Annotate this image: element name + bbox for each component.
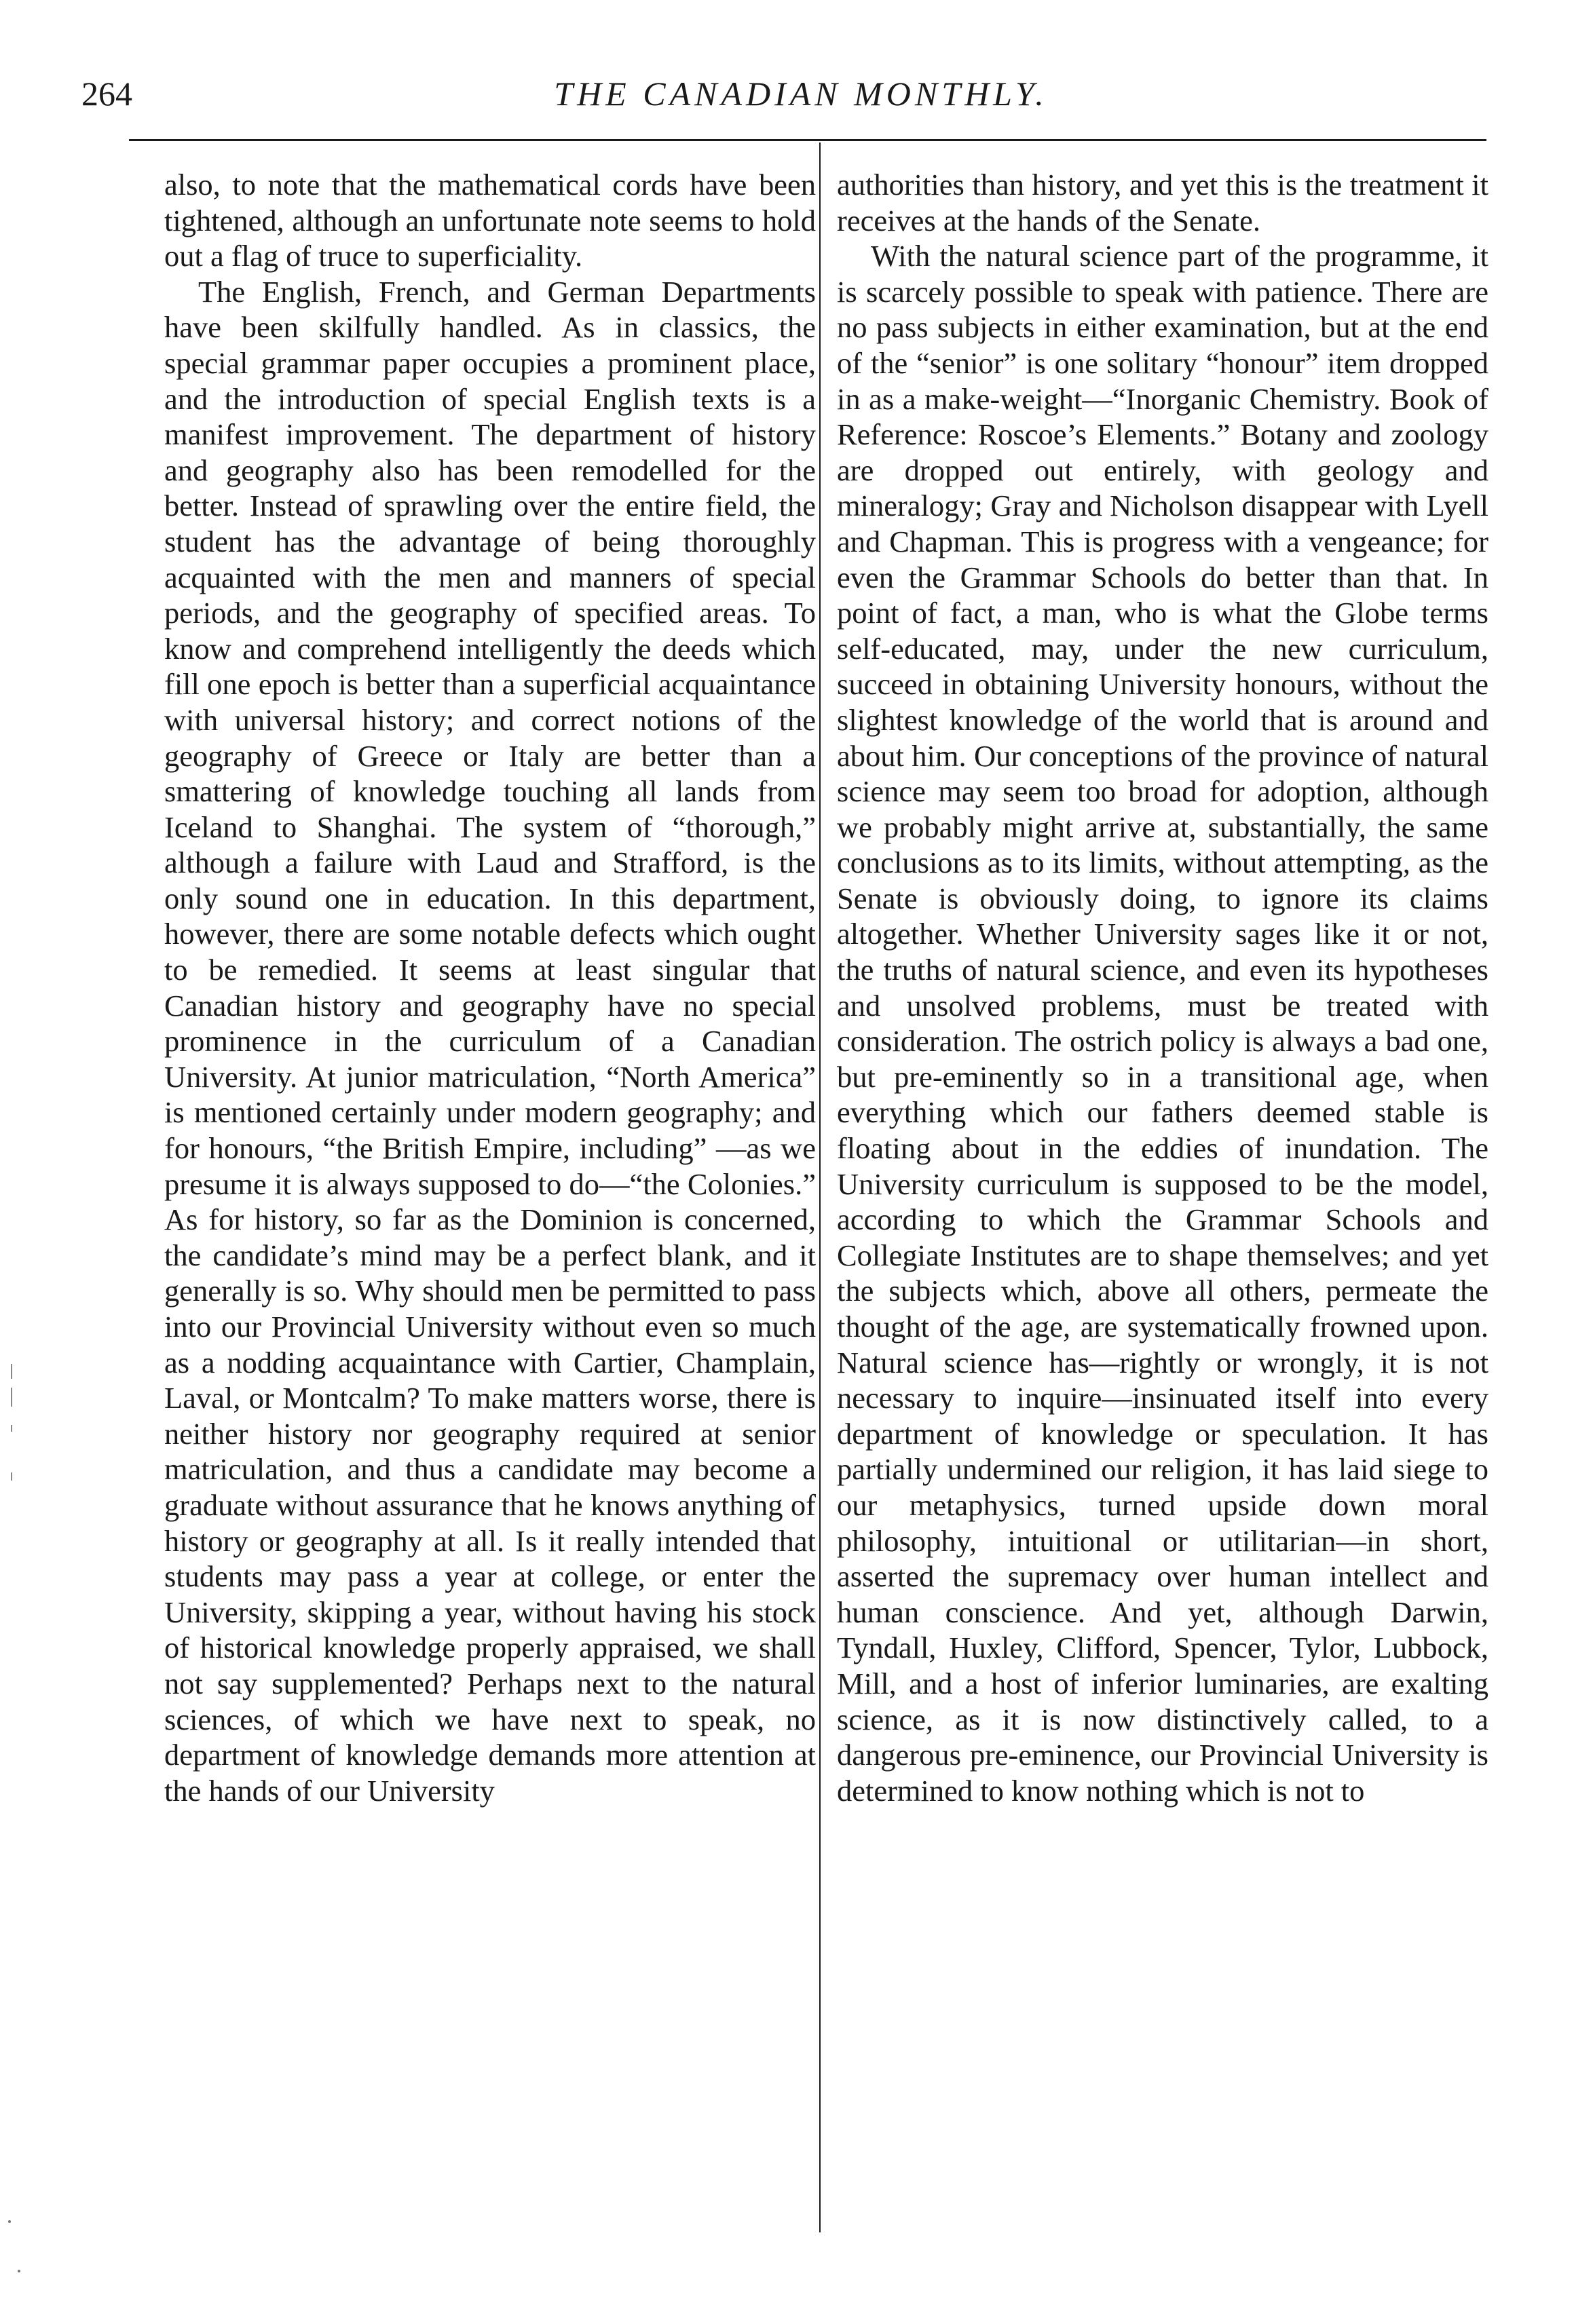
- column-divider: [819, 142, 821, 2232]
- running-head: THE CANADIAN MONTHLY.: [554, 75, 1048, 113]
- right-column: [837, 167, 1488, 1808]
- header-rule: [129, 139, 1486, 141]
- margin-dot: [8, 2220, 11, 2223]
- margin-mark: [11, 1388, 12, 1407]
- margin-mark: [11, 1425, 12, 1432]
- left-paragraph-2: The English, French, and German Departments have been skilfully handled. As in classics, the special grammar paper occupies a prominent place, and the introduction of special English texts is a manifest improvement. The department of history and geography also has been remodelled for the better. Instead of sprawling over the entire field, the student has the advantage of being thoroughly acquainted with the men and manners of special periods, and the geography of specified areas. To know and comprehend intelligently the deeds which fill one epoch is better than a superficial acquaintance with universal history; and correct notions of the geography of Greece or Italy are better than a smattering of knowledge touching all lands from Iceland to Shanghai. The system of “thorough,” although a failure with Laud and Strafford, is the only sound one in education. In this department, however, there are some notable defects which ought to be remedied. It seems at least singular that Canadian history and geography have no special prominence in the curriculum of a Canadian University. At junior matriculation, “North America” is mentioned certainly under modern geography; and for honours, “the British Empire, including” —as we presume it is always supposed to do—“the Colonies.” As for history, so far as the Dominion is concerned, the candidate’s mind may be a perfect blank, and it generally is so. Why should men be permitted to pass into our Provincial University without even so much as a nodding acquaintance with Cartier, Champlain, Laval, or Montcalm? To make matters worse, there is neither history nor geography required at senior matriculation, and thus a candidate may become a graduate without assurance that he knows anything of history or geography at all. Is it really intended that students may pass a year at college, or enter the University, skipping a year, without having his stock of historical knowledge properly appraised, we shall not say supplemented? Perhaps next to the natural sciences, of which we have next to speak, no department of knowledge demands more attention at the hands of our University: [164, 274, 816, 1808]
- left-column: [164, 167, 816, 1808]
- right-paragraph-2: With the natural science part of the programme, it is scarcely possible to speak with patience. There are no pass subjects in either examination, but at the end of the “senior” is one solitary “honour” item dropped in as a make-weight—“Inorganic Chemistry. Book of Reference: Roscoe’s Elements.” Botany and zoology are dropped out entirely, with geology and mineralogy; Gray and Nicholson disappear with Lyell and Chapman. This is progress with a vengeance; for even the Grammar Schools do better than that. In point of fact, a man, who is what the Globe terms self-educated, may, under the new curriculum, succeed in obtaining University honours, without the slightest knowledge of the world that is around and about him. Our conceptions of the province of natural science may seem too broad for adoption, although we probably might arrive at, substantially, the same conclusions as to its limits, without attempting, as the Senate is obviously doing, to ignore its claims altogether. Whether University sages like it or not, the truths of natural science, and even its hypotheses and unsolved problems, must be treated with consideration. The ostrich policy is always a bad one, but pre-eminently so in a transitional age, when everything which our fathers deemed stable is floating about in the eddies of inundation. The University curriculum is supposed to be the model, according to which the Grammar Schools and Collegiate Institutes are to shape themselves; and yet the subjects which, above all others, permeate the thought of the age, are systematically frowned upon. Natural science has—rightly or wrongly, it is not necessary to inquire—insinuated itself into every department of knowledge or speculation. It has partially undermined our religion, it has laid siege to our metaphysics, turned upside down moral philosophy, intuitional or utilitarian—in short, asserted the supremacy over human intellect and human conscience. And yet, although Darwin, Tyndall, Huxley, Clifford, Spencer, Tylor, Lubbock, Mill, and a host of inferior luminaries, are exalting science, as it is now distinctively called, to a dangerous pre-eminence, our Provincial University is determined to know nothing which is not to: [837, 239, 1488, 1808]
- page-number: 264: [81, 75, 132, 113]
- margin-mark: [11, 1364, 12, 1379]
- right-paragraph-1: authorities than history, and yet this is the treatment it receives at the hands of the Senate.: [837, 168, 1488, 237]
- margin-mark: [11, 1472, 12, 1481]
- left-paragraph-1: also, to note that the mathematical cords have been tightened, although an unfortunate note seems to hold out a flag of truce to superficiality.: [164, 168, 816, 273]
- margin-dot: [18, 2270, 20, 2272]
